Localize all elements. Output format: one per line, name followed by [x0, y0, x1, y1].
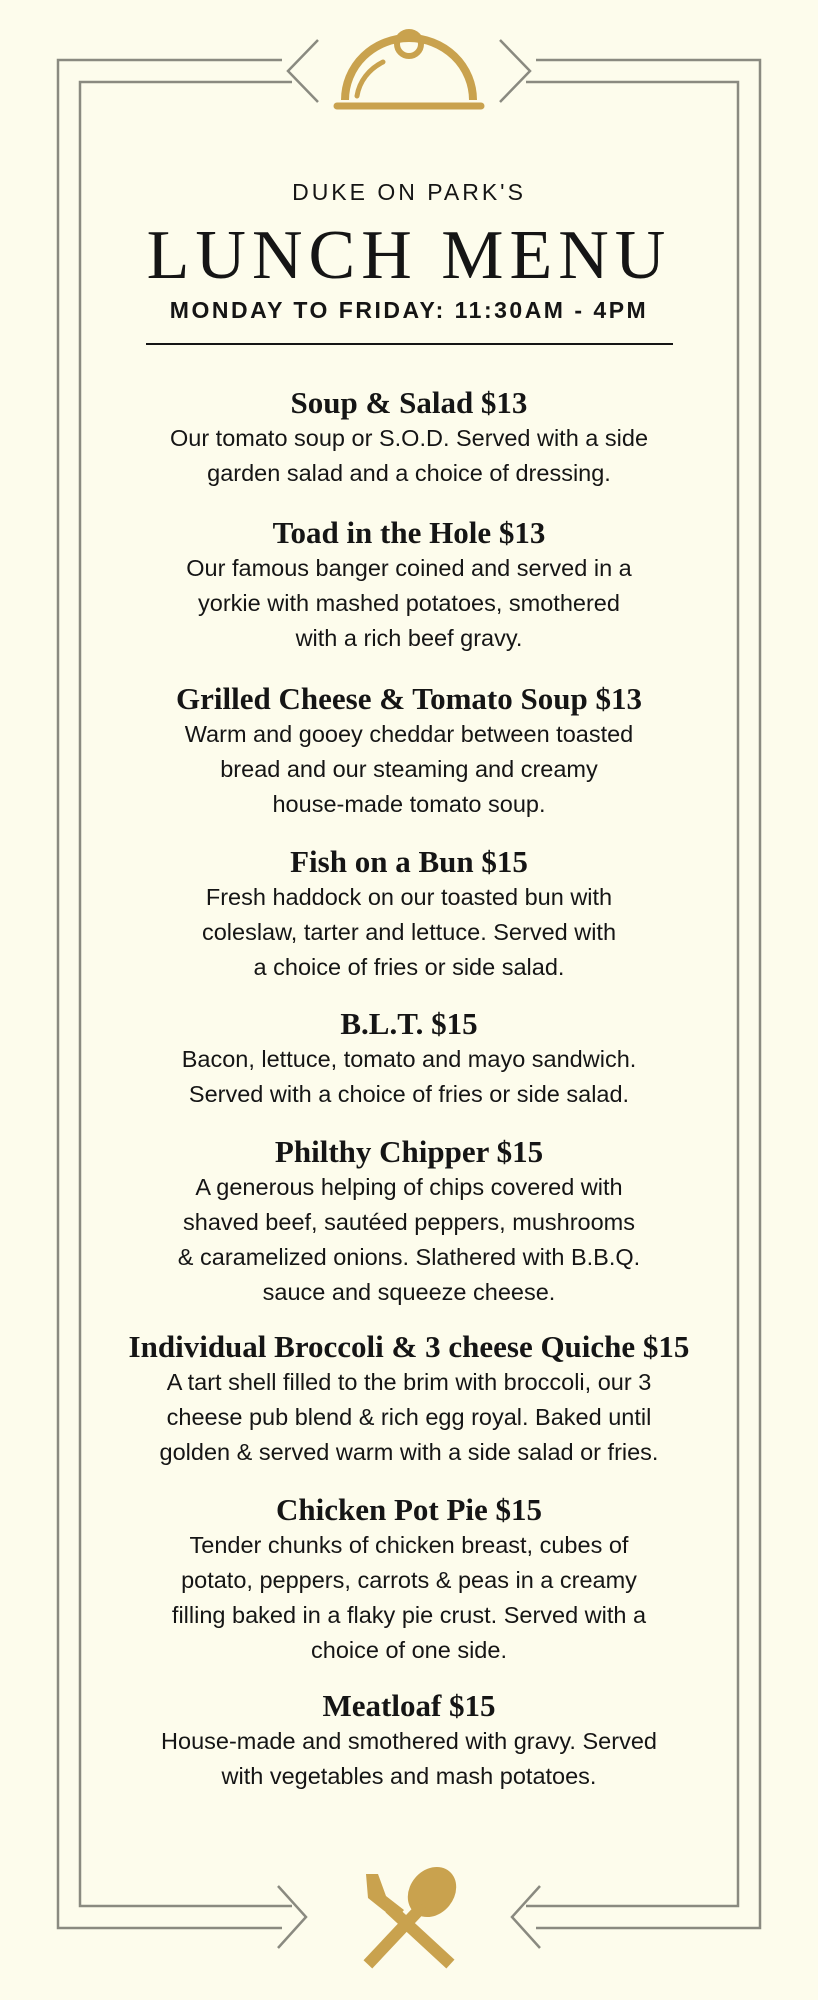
menu-item-description: Warm and gooey cheddar between toasted bread and our steaming and creamy house-made tomato soup. [184, 721, 634, 817]
menu-item-description: A generous helping of chips covered with shaved beef, sautéed peppers, mushrooms & caramelized onions. Slathered with B.B.Q. sauce and squeeze cheese. [177, 1174, 641, 1305]
menu-item-name: Chicken Pot Pie $15 [275, 1492, 543, 1527]
menu-item-name: Grilled Cheese & Tomato Soup $13 [176, 681, 642, 716]
menu-item-description: A tart shell filled to the brim with broccoli, our 3 cheese pub blend & rich egg royal. Baked until golden & served warm with a side salad or fries. [159, 1369, 659, 1465]
menu-item-grilled-cheese [109, 681, 709, 822]
menu-item-description: Fresh haddock on our toasted bun with coleslaw, tarter and lettuce. Served with a choice of fries or side salad. [201, 884, 617, 980]
menu-item-name: Philthy Chipper $15 [274, 1134, 544, 1169]
menu-title: LUNCH MENU [146, 217, 672, 294]
menu-item-name: Soup & Salad $13 [290, 385, 528, 420]
menu-item-description: Bacon, lettuce, tomato and mayo sandwich. Served with a choice of fries or side salad. [181, 1046, 637, 1107]
menu-item-broccoli-quiche [109, 1329, 709, 1470]
bottom-right-chevron [512, 1886, 540, 1948]
bottom-left-chevron [278, 1886, 306, 1948]
top-right-chevron [500, 40, 530, 102]
menu-item-chicken-pot-pie [109, 1492, 709, 1668]
menu-item-description: Our famous banger coined and served in a yorkie with mashed potatoes, smothered with a rich beef gravy. [186, 555, 632, 651]
menu-item-philthy-chipper [109, 1134, 709, 1310]
menu-item-soup-salad [109, 385, 709, 491]
header-divider [146, 343, 673, 345]
menu-item-description: Our tomato soup or S.O.D. Served with a side garden salad and a choice of dressing. [169, 425, 649, 486]
menu-item-name: Fish on a Bun $15 [290, 844, 528, 879]
menu-hours: MONDAY TO FRIDAY: 11:30AM - 4PM [169, 297, 649, 323]
fork-spoon-crossed-icon [366, 1857, 466, 1960]
menu-item-name: Individual Broccoli & 3 cheese Quiche $15 [128, 1329, 690, 1364]
menu-item-blt [109, 1006, 709, 1112]
top-left-chevron [288, 40, 318, 102]
menu-item-description: Tender chunks of chicken breast, cubes of potato, peppers, carrots & peas in a creamy filling baked in a flaky pie crust. Served with a choice of one side. [171, 1532, 647, 1663]
menu-item-name: B.L.T. $15 [340, 1006, 478, 1041]
menu-item-name: Meatloaf $15 [322, 1688, 496, 1723]
menu-item-name: Toad in the Hole $13 [272, 515, 546, 550]
restaurant-name: DUKE ON PARK'S [292, 179, 526, 205]
menu-item-description: House-made and smothered with gravy. Served with vegetables and mash potatoes. [161, 1728, 657, 1789]
menu-item-toad-in-the-hole [109, 515, 709, 656]
menu-item-fish-on-a-bun [109, 844, 709, 985]
cloche-icon [337, 32, 481, 106]
menu-item-meatloaf [109, 1688, 709, 1794]
